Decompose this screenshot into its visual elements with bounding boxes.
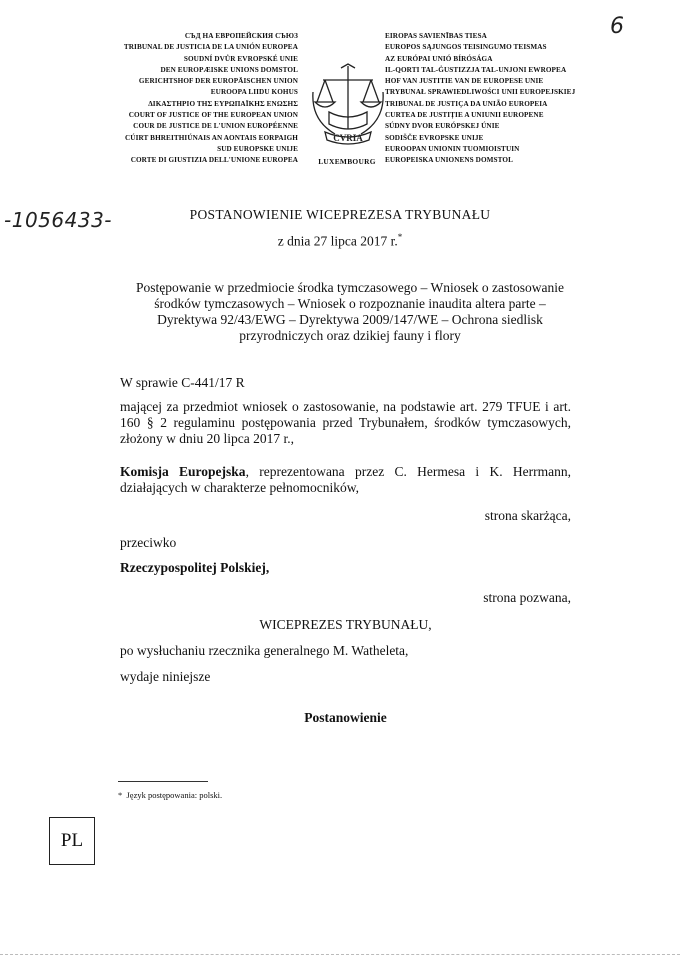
subject-line: Dyrektywa 92/43/EWG – Dyrektywa 2009/147/WE – Ochrona siedlisk bbox=[157, 312, 543, 327]
letterhead-line: TRIBUNAL DE JUSTICIA DE LA UNIÓN EUROPEA bbox=[123, 43, 298, 52]
subject-line: środków tymczasowych – Wniosek o rozpoznanie inaudita altera parte – bbox=[154, 296, 546, 311]
letterhead-line: EUROPOS SĄJUNGOS TEISINGUMO TEISMAS bbox=[385, 43, 547, 52]
letterhead-line: EIROPAS SAVIENĪBAS TIESA bbox=[385, 32, 487, 40]
case-reference: W sprawie C-441/17 R bbox=[120, 375, 245, 390]
hearing-line: po wysłuchaniu rzecznika generalnego M. Watheleta, bbox=[120, 643, 409, 658]
date-footnote-marker: * bbox=[397, 232, 403, 242]
defendant-role: strona pozwana, bbox=[483, 590, 571, 605]
letterhead-city: LUXEMBOURG bbox=[318, 157, 376, 166]
applicant-representation: , reprezentowana przez C. Hermesa i K. Herrmann, działających w charakterze pełnomocników, bbox=[120, 464, 571, 495]
logo-text: CVRIA bbox=[333, 133, 363, 143]
handwritten-document-number: -1056433- bbox=[4, 208, 113, 232]
letterhead-line: SODIŠČE EVROPSKE UNIJE bbox=[385, 133, 484, 142]
document-date: z dnia 27 lipca 2017 r.* bbox=[277, 232, 403, 249]
letterhead-left bbox=[38, 31, 298, 167]
page-bottom-edge bbox=[0, 954, 680, 955]
letterhead-line: SOUDNÍ DVŮR EVROPSKÉ UNIE bbox=[183, 54, 298, 63]
subject-line: Postępowanie w przedmiocie środka tymczasowego – Wniosek o zastosowanie bbox=[136, 280, 564, 295]
letterhead-line: AZ EURÓPAI UNIÓ BÍRÓSÁGA bbox=[385, 54, 493, 63]
letterhead-line: CURTEA DE JUSTIȚIE A UNIUNII EUROPENE bbox=[385, 111, 544, 120]
defendant-name: Rzeczypospolitej Polskiej, bbox=[120, 560, 270, 575]
letterhead-line: CORTE DI GIUSTIZIA DELL'UNIONE EUROPEA bbox=[130, 156, 298, 165]
applicant-paragraph bbox=[120, 464, 571, 496]
letterhead-line: EUROOPAN UNIONIN TUOMIOISTUIN bbox=[385, 144, 520, 153]
letterhead-line: SUD EUROPSKE UNIJE bbox=[217, 144, 298, 153]
letterhead-line: CÚIRT BHREITHIÚNAIS AN AONTAIS EORPAIGH bbox=[125, 133, 298, 142]
letterhead-line: DEN EUROPÆISKE UNIONS DOMSTOL bbox=[160, 65, 298, 74]
letterhead-line: TRYBUNAŁ SPRAWIEDLIWOŚCI UNII EUROPEJSKIEJ bbox=[385, 88, 576, 97]
footnote-divider bbox=[118, 781, 208, 782]
letterhead-line: СЪД НА ЕВРОПЕЙСКИЯ СЪЮЗ bbox=[184, 32, 298, 40]
letterhead-line: HOF VAN JUSTITIE VAN DE EUROPESE UNIE bbox=[385, 77, 544, 86]
language-box: PL bbox=[49, 817, 95, 865]
versus-label: przeciwko bbox=[120, 535, 177, 550]
case-subject bbox=[120, 280, 580, 344]
letterhead-line: IL-QORTI TAL-ĠUSTIZZJA TAL-UNJONI EWROPEA bbox=[385, 65, 567, 74]
letterhead-line: GERICHTSHOF DER EUROPÄISCHEN UNION bbox=[138, 77, 298, 86]
letterhead-line: ΔΙΚΑΣΤΗΡΙΟ ΤΗΣ ΕΥΡΩΠΑΪΚΗΣ ΕΝΩΣΗΣ bbox=[148, 99, 298, 108]
court-heading: WICEPREZES TRYBUNAŁU, bbox=[259, 617, 432, 632]
case-subject-paragraph: mającej za przedmiot wniosek o zastosowanie, na podstawie art. 279 TFUE i art. 160 § 2 regulaminu postępowania przed Trybunałem, środków tymczasowych, złożony w dniu 20 lipca 2017 r., bbox=[120, 399, 571, 446]
footnote-text: Język postępowania: polski. bbox=[126, 790, 223, 800]
issues-line: wydaje niniejsze bbox=[120, 669, 211, 684]
curia-emblem-icon bbox=[307, 62, 389, 148]
footnote: * Język postępowania: polski. bbox=[118, 790, 223, 800]
letterhead-right bbox=[385, 31, 645, 167]
handwritten-page-number: 6 bbox=[610, 14, 624, 39]
letterhead-line: COUR DE JUSTICE DE L'UNION EUROPÉENNE bbox=[133, 122, 298, 131]
letterhead-line: EUROOPA LIIDU KOHUS bbox=[210, 88, 298, 97]
letterhead-line: COURT OF JUSTICE OF THE EUROPEAN UNION bbox=[128, 111, 298, 120]
applicant-name: Komisja Europejska bbox=[120, 464, 246, 479]
letterhead-line: SÚDNY DVOR EURÓPSKEJ ÚNIE bbox=[385, 122, 500, 131]
decision-heading: Postanowienie bbox=[304, 710, 387, 725]
document-title: POSTANOWIENIE WICEPREZESA TRYBUNAŁU bbox=[189, 207, 491, 222]
subject-line: przyrodniczych oraz dzikiej fauny i flory bbox=[239, 328, 461, 343]
letterhead-line: EUROPEISKA UNIONENS DOMSTOL bbox=[385, 156, 513, 165]
letterhead-line: TRIBUNAL DE JUSTIÇA DA UNIÃO EUROPEIA bbox=[385, 99, 548, 108]
applicant-role: strona skarżąca, bbox=[484, 508, 571, 523]
